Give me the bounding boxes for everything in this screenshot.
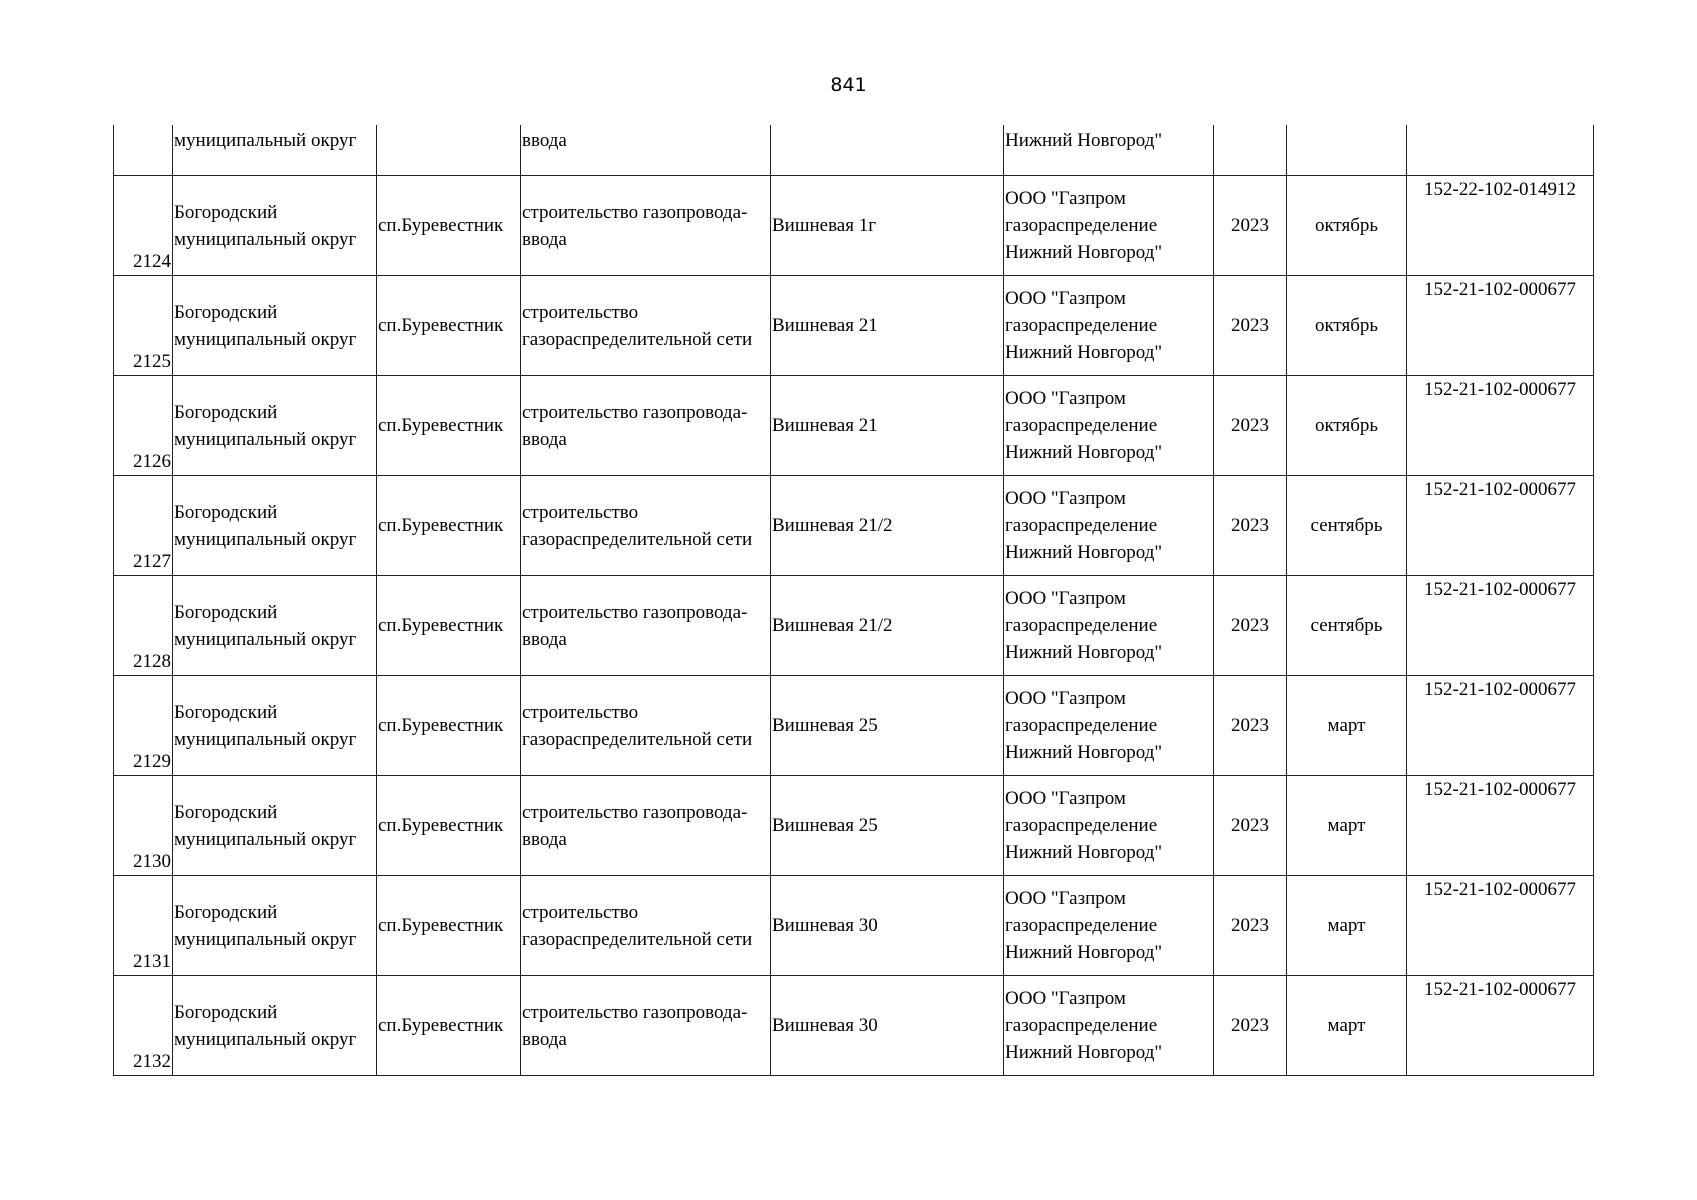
work-type-line2: газораспределительной сети <box>522 328 753 350</box>
table-row-continuation <box>114 125 1594 176</box>
table-row <box>114 876 1594 976</box>
code-value: 152-21-102-000677 <box>1424 379 1576 400</box>
org-line2: газораспределение <box>1005 215 1158 236</box>
row-number: 2129 <box>133 751 171 772</box>
cell-work <box>521 376 771 476</box>
work-type-line2: газораспределительной сети <box>522 928 753 950</box>
cell-year <box>1214 876 1287 976</box>
cell-locality <box>377 276 521 376</box>
cell-locality <box>377 176 521 276</box>
org-line3: Нижний Новгород" <box>1005 642 1163 663</box>
address-text: Вишневая 21 <box>772 315 878 336</box>
address-text: Вишневая 30 <box>772 915 878 936</box>
address-text: Вишневая 21/2 <box>772 515 893 536</box>
row-number: 2127 <box>133 551 171 572</box>
cell-district <box>173 876 377 976</box>
org-line1: ООО "Газпром <box>1005 588 1126 609</box>
cell-code <box>1407 176 1594 276</box>
org-line2: газораспределение <box>1005 415 1158 436</box>
month-value: март <box>1327 915 1366 936</box>
org-line2: газораспределение <box>1005 315 1158 336</box>
org-line1: ООО "Газпром <box>1005 888 1126 909</box>
work-type-line1: строительство <box>522 501 639 523</box>
district-name: Богородский <box>174 1001 278 1023</box>
code-value: 152-21-102-000677 <box>1424 579 1576 600</box>
month-value: сентябрь <box>1310 615 1383 636</box>
org-line3: Нижний Новгород" <box>1005 242 1163 263</box>
district-name: Богородский <box>174 201 278 223</box>
cell-district <box>173 976 377 1076</box>
cell-work <box>521 576 771 676</box>
org-line2: газораспределение <box>1005 1015 1158 1036</box>
cell-year <box>1214 276 1287 376</box>
cell-code <box>1407 125 1594 176</box>
cell-work <box>521 276 771 376</box>
cell-num <box>114 276 173 376</box>
cell-work <box>521 476 771 576</box>
district-name: Богородский <box>174 901 278 923</box>
locality-name: сп.Буревестник <box>378 1015 504 1036</box>
district-name: Богородский <box>174 601 278 623</box>
cell-district: муниципальный округ <box>173 125 377 176</box>
code-value: 152-21-102-000677 <box>1424 879 1576 900</box>
org-line1: ООО "Газпром <box>1005 688 1126 709</box>
address-text: Вишневая 21 <box>772 415 878 436</box>
locality-name: сп.Буревестник <box>378 915 504 936</box>
org-line3: Нижний Новгород" <box>1005 942 1163 963</box>
row-number: 2125 <box>133 351 171 372</box>
district-type: муниципальный округ <box>174 328 357 350</box>
district-type: муниципальный округ <box>174 628 357 650</box>
cell-district <box>173 776 377 876</box>
cell-district <box>173 576 377 676</box>
code-value: 152-21-102-000677 <box>1424 479 1576 500</box>
org-line3: Нижний Новгород" <box>1005 542 1163 563</box>
cell-org <box>1004 476 1214 576</box>
cell-year <box>1214 776 1287 876</box>
cell-year <box>1214 576 1287 676</box>
district-type: муниципальный округ <box>174 428 357 450</box>
table-row <box>114 776 1594 876</box>
org-line3: Нижний Новгород" <box>1005 842 1163 863</box>
work-type-line2: газораспределительной сети <box>522 728 753 750</box>
cell-work <box>521 776 771 876</box>
year-value: 2023 <box>1231 515 1269 536</box>
table-row <box>114 976 1594 1076</box>
district-type: муниципальный округ <box>174 528 357 550</box>
work-type-line2: газораспределительной сети <box>522 528 753 550</box>
locality-name: сп.Буревестник <box>378 215 504 236</box>
cell-org <box>1004 776 1214 876</box>
page-number: 841 <box>830 74 867 96</box>
district-type: муниципальный округ <box>174 1028 357 1050</box>
work-type-line1: строительство газопровода- <box>522 601 748 623</box>
cell-locality <box>377 876 521 976</box>
work-type-line2: ввода <box>522 828 567 850</box>
cell-district <box>173 676 377 776</box>
cell-code <box>1407 676 1594 776</box>
address-text: Вишневая 30 <box>772 1015 878 1036</box>
cell-org <box>1004 176 1214 276</box>
district-type: муниципальный округ <box>174 828 357 850</box>
cell-year <box>1214 376 1287 476</box>
cell-district <box>173 476 377 576</box>
cell-locality <box>377 676 521 776</box>
cell-address <box>771 176 1004 276</box>
district-name: Богородский <box>174 801 278 823</box>
work-type-line1: строительство газопровода- <box>522 201 748 223</box>
cell-locality <box>377 776 521 876</box>
locality-name: сп.Буревестник <box>378 515 504 536</box>
org-line2: газораспределение <box>1005 615 1158 636</box>
year-value: 2023 <box>1231 315 1269 336</box>
cell-num <box>114 776 173 876</box>
org-line2: газораспределение <box>1005 715 1158 736</box>
locality-name: сп.Буревестник <box>378 715 504 736</box>
cell-month <box>1287 876 1407 976</box>
org-line3: Нижний Новгород" <box>1005 442 1163 463</box>
locality-name: сп.Буревестник <box>378 315 504 336</box>
code-value: 152-21-102-000677 <box>1424 779 1576 800</box>
table-row <box>114 576 1594 676</box>
cell-num <box>114 476 173 576</box>
district-name: Богородский <box>174 401 278 423</box>
cell-address <box>771 276 1004 376</box>
address-text: Вишневая 25 <box>772 715 878 736</box>
district-type: муниципальный округ <box>174 228 357 250</box>
year-value: 2023 <box>1231 1015 1269 1036</box>
year-value: 2023 <box>1231 415 1269 436</box>
work-type-line1: строительство <box>522 701 639 723</box>
year-value: 2023 <box>1231 615 1269 636</box>
cell-work <box>521 676 771 776</box>
cell-district <box>173 176 377 276</box>
table-row <box>114 276 1594 376</box>
cell-district <box>173 376 377 476</box>
month-value: октябрь <box>1314 215 1379 236</box>
cell-address <box>771 476 1004 576</box>
cell-locality <box>377 376 521 476</box>
month-value: сентябрь <box>1310 515 1383 536</box>
org-line3: Нижний Новгород" <box>1005 1042 1163 1063</box>
org-line3: Нижний Новгород" <box>1005 342 1163 363</box>
cell-month <box>1287 976 1407 1076</box>
cell-num <box>114 576 173 676</box>
year-value: 2023 <box>1231 215 1269 236</box>
locality-name: сп.Буревестник <box>378 815 504 836</box>
locality-name: сп.Буревестник <box>378 615 504 636</box>
cell-num <box>114 676 173 776</box>
address-text: Вишневая 1г <box>772 215 877 236</box>
cell-org <box>1004 276 1214 376</box>
org-line1: ООО "Газпром <box>1005 188 1126 209</box>
cell-org <box>1004 576 1214 676</box>
cell-locality <box>377 476 521 576</box>
cell-code <box>1407 876 1594 976</box>
code-value: 152-22-102-014912 <box>1424 179 1576 200</box>
cell-work <box>521 876 771 976</box>
month-value: март <box>1327 715 1366 736</box>
org-line2: газораспределение <box>1005 915 1158 936</box>
cell-year <box>1214 176 1287 276</box>
cell-locality <box>377 976 521 1076</box>
month-value: октябрь <box>1314 415 1379 436</box>
cell-org <box>1004 376 1214 476</box>
org-line1: ООО "Газпром <box>1005 288 1126 309</box>
cell-num <box>114 125 173 176</box>
month-value: март <box>1327 1015 1366 1036</box>
cell-org: Нижний Новгород" <box>1004 125 1214 176</box>
row-number: 2130 <box>133 851 171 872</box>
cell-org <box>1004 876 1214 976</box>
org-line2: газораспределение <box>1005 515 1158 536</box>
cell-org <box>1004 976 1214 1076</box>
cell-address <box>771 125 1004 176</box>
cell-org <box>1004 676 1214 776</box>
cell-code <box>1407 976 1594 1076</box>
work-type-line2: ввода <box>522 628 567 650</box>
table-row <box>114 176 1594 276</box>
year-value: 2023 <box>1231 815 1269 836</box>
table-row <box>114 376 1594 476</box>
year-value: 2023 <box>1231 915 1269 936</box>
cell-month <box>1287 576 1407 676</box>
cell-month <box>1287 776 1407 876</box>
cell-work: ввода <box>521 125 771 176</box>
org-line1: ООО "Газпром <box>1005 988 1126 1009</box>
cell-locality <box>377 125 521 176</box>
address-text: Вишневая 25 <box>772 815 878 836</box>
cell-month <box>1287 676 1407 776</box>
cell-address <box>771 976 1004 1076</box>
org-line2: газораспределение <box>1005 815 1158 836</box>
org-line1: ООО "Газпром <box>1005 788 1126 809</box>
work-type-line1: строительство газопровода- <box>522 1001 748 1023</box>
org-line1: ООО "Газпром <box>1005 488 1126 509</box>
cell-locality <box>377 576 521 676</box>
cell-code <box>1407 376 1594 476</box>
cell-num <box>114 976 173 1076</box>
code-value: 152-21-102-000677 <box>1424 979 1576 1000</box>
district-name: Богородский <box>174 501 278 523</box>
district-type: муниципальный округ <box>174 728 357 750</box>
cell-work <box>521 976 771 1076</box>
work-type-line1: строительство газопровода- <box>522 401 748 423</box>
cell-num <box>114 176 173 276</box>
address-text: Вишневая 21/2 <box>772 615 893 636</box>
table-row <box>114 676 1594 776</box>
work-type-line1: строительство <box>522 301 639 323</box>
cell-address <box>771 876 1004 976</box>
cell-month <box>1287 476 1407 576</box>
cell-month <box>1287 276 1407 376</box>
month-value: март <box>1327 815 1366 836</box>
code-value: 152-21-102-000677 <box>1424 679 1576 700</box>
cell-month <box>1287 376 1407 476</box>
code-value: 152-21-102-000677 <box>1424 279 1576 300</box>
year-value: 2023 <box>1231 715 1269 736</box>
row-number: 2128 <box>133 651 171 672</box>
cell-year <box>1214 976 1287 1076</box>
row-number: 2131 <box>133 951 171 972</box>
cell-address <box>771 676 1004 776</box>
work-type-line2: ввода <box>522 228 567 250</box>
cell-code <box>1407 776 1594 876</box>
cell-work <box>521 176 771 276</box>
locality-name: сп.Буревестник <box>378 415 504 436</box>
table-row <box>114 476 1594 576</box>
cell-address <box>771 776 1004 876</box>
cell-num <box>114 876 173 976</box>
row-number: 2126 <box>133 451 171 472</box>
cell-district <box>173 276 377 376</box>
org-line3: Нижний Новгород" <box>1005 742 1163 763</box>
district-name: Богородский <box>174 301 278 323</box>
cell-num <box>114 376 173 476</box>
table-body <box>114 125 1594 1076</box>
district-name: Богородский <box>174 701 278 723</box>
row-number: 2132 <box>133 1051 171 1072</box>
cell-year <box>1214 125 1287 176</box>
work-type-line2: ввода <box>522 428 567 450</box>
district-type: муниципальный округ <box>174 928 357 950</box>
cell-address <box>771 576 1004 676</box>
work-type-line1: строительство <box>522 901 639 923</box>
cell-address <box>771 376 1004 476</box>
cell-year <box>1214 476 1287 576</box>
work-type-line2: ввода <box>522 1028 567 1050</box>
cell-code <box>1407 476 1594 576</box>
row-number: 2124 <box>133 251 171 272</box>
month-value: октябрь <box>1314 315 1379 336</box>
cell-month <box>1287 125 1407 176</box>
cell-code <box>1407 276 1594 376</box>
cell-code <box>1407 576 1594 676</box>
cell-month <box>1287 176 1407 276</box>
gas-works-table <box>113 125 1594 1076</box>
cell-year <box>1214 676 1287 776</box>
org-line1: ООО "Газпром <box>1005 388 1126 409</box>
work-type-line1: строительство газопровода- <box>522 801 748 823</box>
